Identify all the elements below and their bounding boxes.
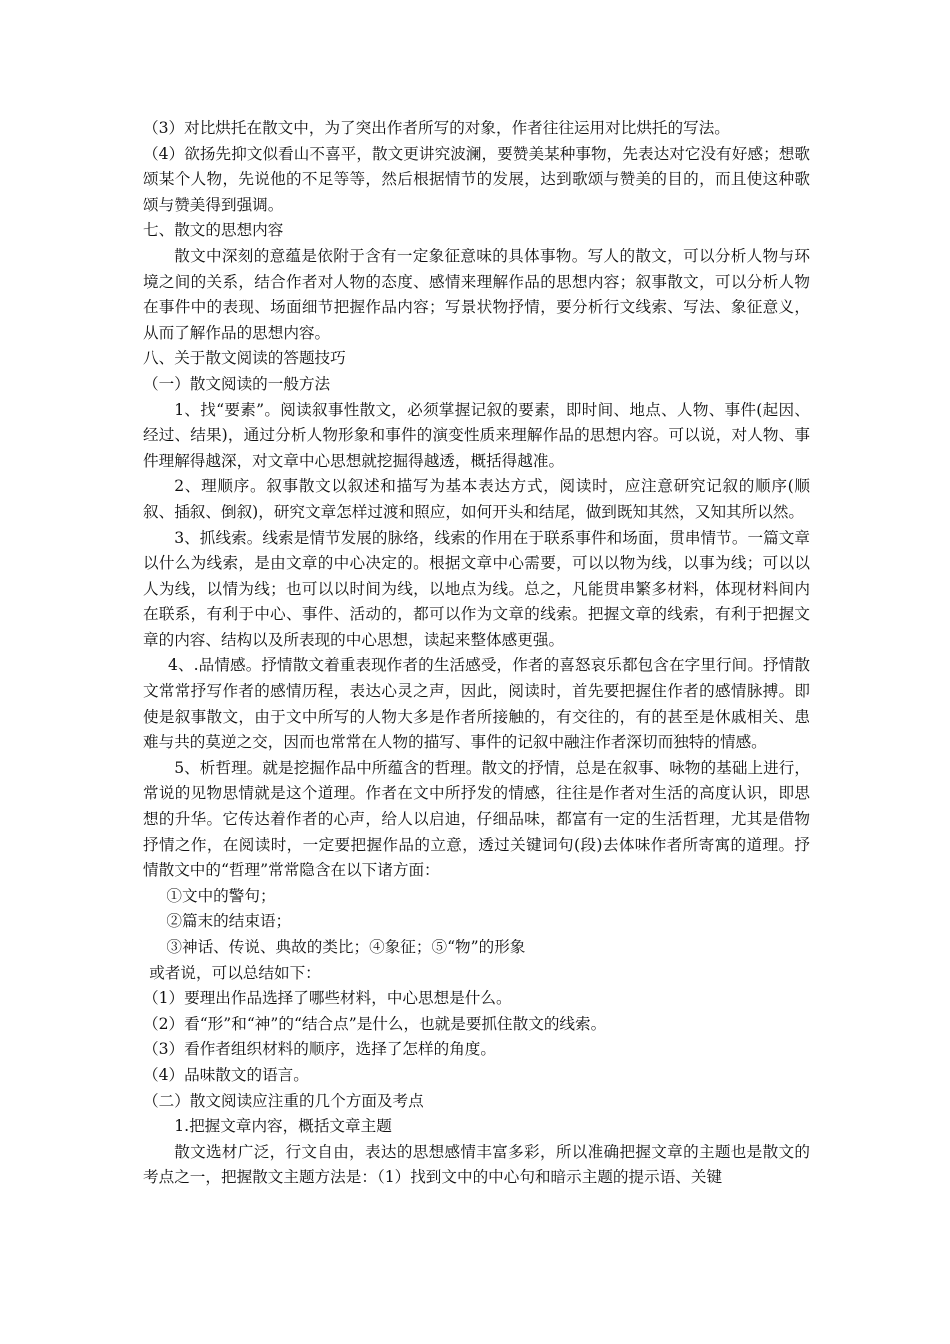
summary-item-4: （4）品味散文的语言。: [143, 1065, 309, 1084]
method-item-2: 2、理顺序。叙事散文以叙述和描写为基本表达方式，阅读时，应注意研究记叙的顺序(顺叙、插叙、倒叙)，研究文章怎样过渡和照应，如何开头和结尾，做到既知其然，又知其所以然。: [143, 477, 810, 521]
summary-item-2: （2）看“形”和“神”的“结合点”是什么，也就是要抓住散文的线索。: [143, 1014, 607, 1033]
method-item-4: 4、.品情感。抒情散文着重表现作者的生活感受，作者的喜怒哀乐都包含在字里行间。抒情散文常常抒写作者的感情历程，表达心灵之声，因此，阅读时，首先要把握住作者的感情脉搏。即使是叙事散文，由于文中所写的人物大多是作者所接触的，有交往的，有的甚至是休戚相关、患难与共的莫逆之交，因而也常常在人物的描写、事件的记叙中融注作者深切而独特的情感。: [143, 656, 810, 752]
point-heading-1: 1.把握文章内容，概括文章主题: [174, 1117, 392, 1136]
summary-intro: 或者说，可以总结如下：: [149, 963, 321, 982]
philosophy-item-2: ②篇末的结束语；: [166, 912, 292, 931]
section-heading-8: 八、关于散文阅读的答题技巧: [143, 349, 346, 368]
paragraph-contrast-foil: （3）对比烘托在散文中，为了突出作者所写的对象，作者往往运用对比烘托的写法。: [143, 119, 730, 137]
paragraph-praise-by-suppression: （4）欲扬先抑文似看山不喜平，散文更讲究波澜，要赞美某种事物，先表达对它没有好感；想歌颂某个人物，先说他的不足等等，然后根据情节的发展，达到歌颂与赞美的目的，而且使这种歌颂与赞美得到强调。: [143, 144, 810, 214]
paragraph-essay-meaning: 散文中深刻的意蕴是依附于含有一定象征意味的具体事物。写人的散文，可以分析人物与环境之间的关系，结合作者对人物的态度、感情来理解作品的思想内容；叙事散文，可以分析人物在事件中的表现、场面细节把握作品内容；写景状物抒情，要分析行文线索、写法、象征意义，从而了解作品的思想内容。: [143, 246, 810, 342]
summary-item-1: （1）要理出作品选择了哪些材料，中心思想是什么。: [143, 989, 512, 1008]
method-item-1: 1、找“要素”。阅读叙事性散文，必须掌握记叙的要素，即时间、地点、人物、事件(起因、经过、结果)，通过分析人物形象和事件的演变性质来理解作品的思想内容。可以说，对人物、事件理解得越深，对文章中心思想就挖掘得越透，概括得越准。: [143, 400, 810, 470]
philosophy-item-1: ①文中的警句；: [166, 886, 276, 905]
summary-item-3: （3）看作者组织材料的顺序，选择了怎样的角度。: [143, 1040, 496, 1059]
section-heading-7: 七、散文的思想内容: [143, 221, 284, 240]
subsection-heading-2: （二）散文阅读应注重的几个方面及考点: [143, 1091, 424, 1110]
method-item-5: 5、析哲理。就是挖掘作品中所蕴含的哲理。散文的抒情，总是在叙事、咏物的基础上进行，常说的见物思情就是这个道理。作者在文中所抒发的情感，往往是作者对生活的高度认识，即思想的升华。它传达着作者的心声，给人以启迪，仔细品味，都富有一定的生活哲理，尤其是借物抒情之作，在阅读时，一定要把握作品的立意，透过关键词句(段)去体味作者所寄寓的道理。抒情散文中的“哲理”常常隐含在以下诸方面：: [143, 758, 810, 880]
method-item-3: 3、抓线索。线索是情节发展的脉络，线索的作用在于联系事件和场面，贯串情节。一篇文章以什么为线索，是由文章的中心决定的。根据文章中心需要，可以以物为线，以事为线；可以以人为线，以情为线；也可以以时间为线，以地点为线。总之，凡能贯串繁多材料，体现材料间内在联系，有利于中心、事件、活动的，都可以作为文章的线索。把握文章的线索，有利于把握文章的内容、结构以及所表现的中心思想，读起来整体感更强。: [143, 528, 810, 649]
subsection-heading-1: （一）散文阅读的一般方法: [143, 374, 331, 393]
philosophy-item-3: ③神话、传说、典故的类比；④象征；⑤“物”的形象: [166, 938, 526, 956]
paragraph-theme-method: 散文选材广泛，行文自由，表达的思想感情丰富多彩，所以准确把握文章的主题也是散文的考点之一，把握散文主题方法是：（1）找到文中的中心句和暗示主题的提示语、关键: [143, 1142, 810, 1187]
